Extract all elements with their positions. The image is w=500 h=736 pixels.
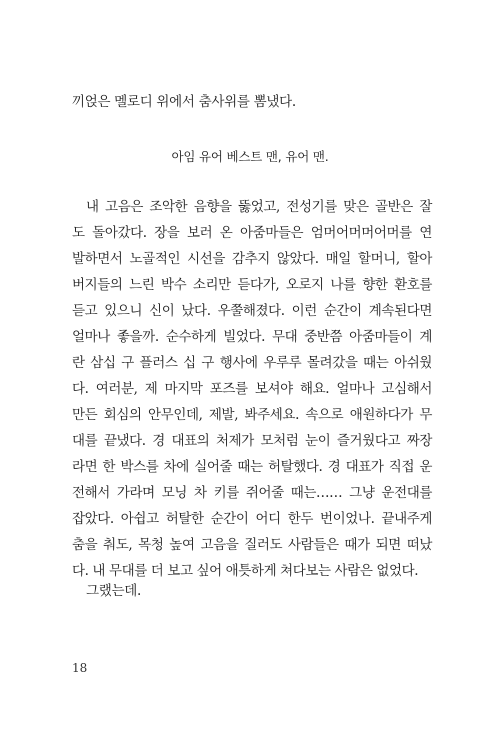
- closing-line: 그랬는데.: [86, 583, 141, 599]
- paragraph-line: 란 삼십 구 플러스 십 구 행사에 우루루 몰려갔을 때는 아쉬웠: [72, 355, 432, 371]
- paragraph-line: 버지들의 느린 박수 소리만 듣다가, 오로지 나를 향한 환호를: [72, 277, 432, 293]
- paragraph-line: 다. 내 무대를 더 보고 싶어 애틋하게 쳐다보는 사람은 없었다.: [72, 563, 419, 579]
- main-paragraph: [72, 194, 432, 584]
- paragraph-line: 전해서 가라며 모닝 차 키를 쥐어줄 때는…… 그냥 운전대를: [72, 485, 432, 501]
- paragraph-line: 얼마나 좋을까. 순수하게 빌었다. 무대 중반쯤 아줌마들이 계: [72, 329, 432, 345]
- page-number: 18: [72, 661, 88, 675]
- paragraph-line: 발하면서 노골적인 시선을 감추지 않았다. 매일 할머니, 할아: [72, 251, 432, 267]
- paragraph-line: 잡았다. 아쉽고 허탈한 순간이 어디 한두 번이었나. 끝내주게: [72, 511, 432, 527]
- paragraph-line: 대를 끝냈다. 경 대표의 처제가 모처럼 눈이 즐거웠다고 짜장: [72, 433, 432, 449]
- intro-line: 끼얹은 멜로디 위에서 춤사위를 뽐냈다.: [72, 94, 296, 110]
- paragraph-line: 춤을 춰도, 목청 높여 고음을 질러도 사람들은 때가 되면 떠났: [72, 537, 432, 553]
- paragraph-line: 다. 여러분, 제 마지막 포즈를 보셔야 해요. 얼마나 고심해서: [72, 381, 432, 397]
- paragraph-line: 만든 회심의 안무인데, 제발, 봐주세요. 속으로 애원하다가 무: [72, 407, 432, 423]
- paragraph-line: 듣고 있으니 신이 났다. 우쭐해졌다. 이런 순간이 계속된다면: [72, 303, 432, 319]
- lyric-line: 아임 유어 베스트 맨, 유어 맨.: [171, 149, 329, 164]
- paragraph-line: 내 고음은 조악한 음향을 뚫었고, 전성기를 맞은 골반은 잘: [86, 199, 432, 215]
- paragraph-line: 도 돌아갔다. 장을 보러 온 아줌마들은 엄머어머머어머를 연: [72, 225, 432, 241]
- paragraph-line: 라면 한 박스를 차에 실어줄 때는 허탈했다. 경 대표가 직접 운: [72, 459, 432, 475]
